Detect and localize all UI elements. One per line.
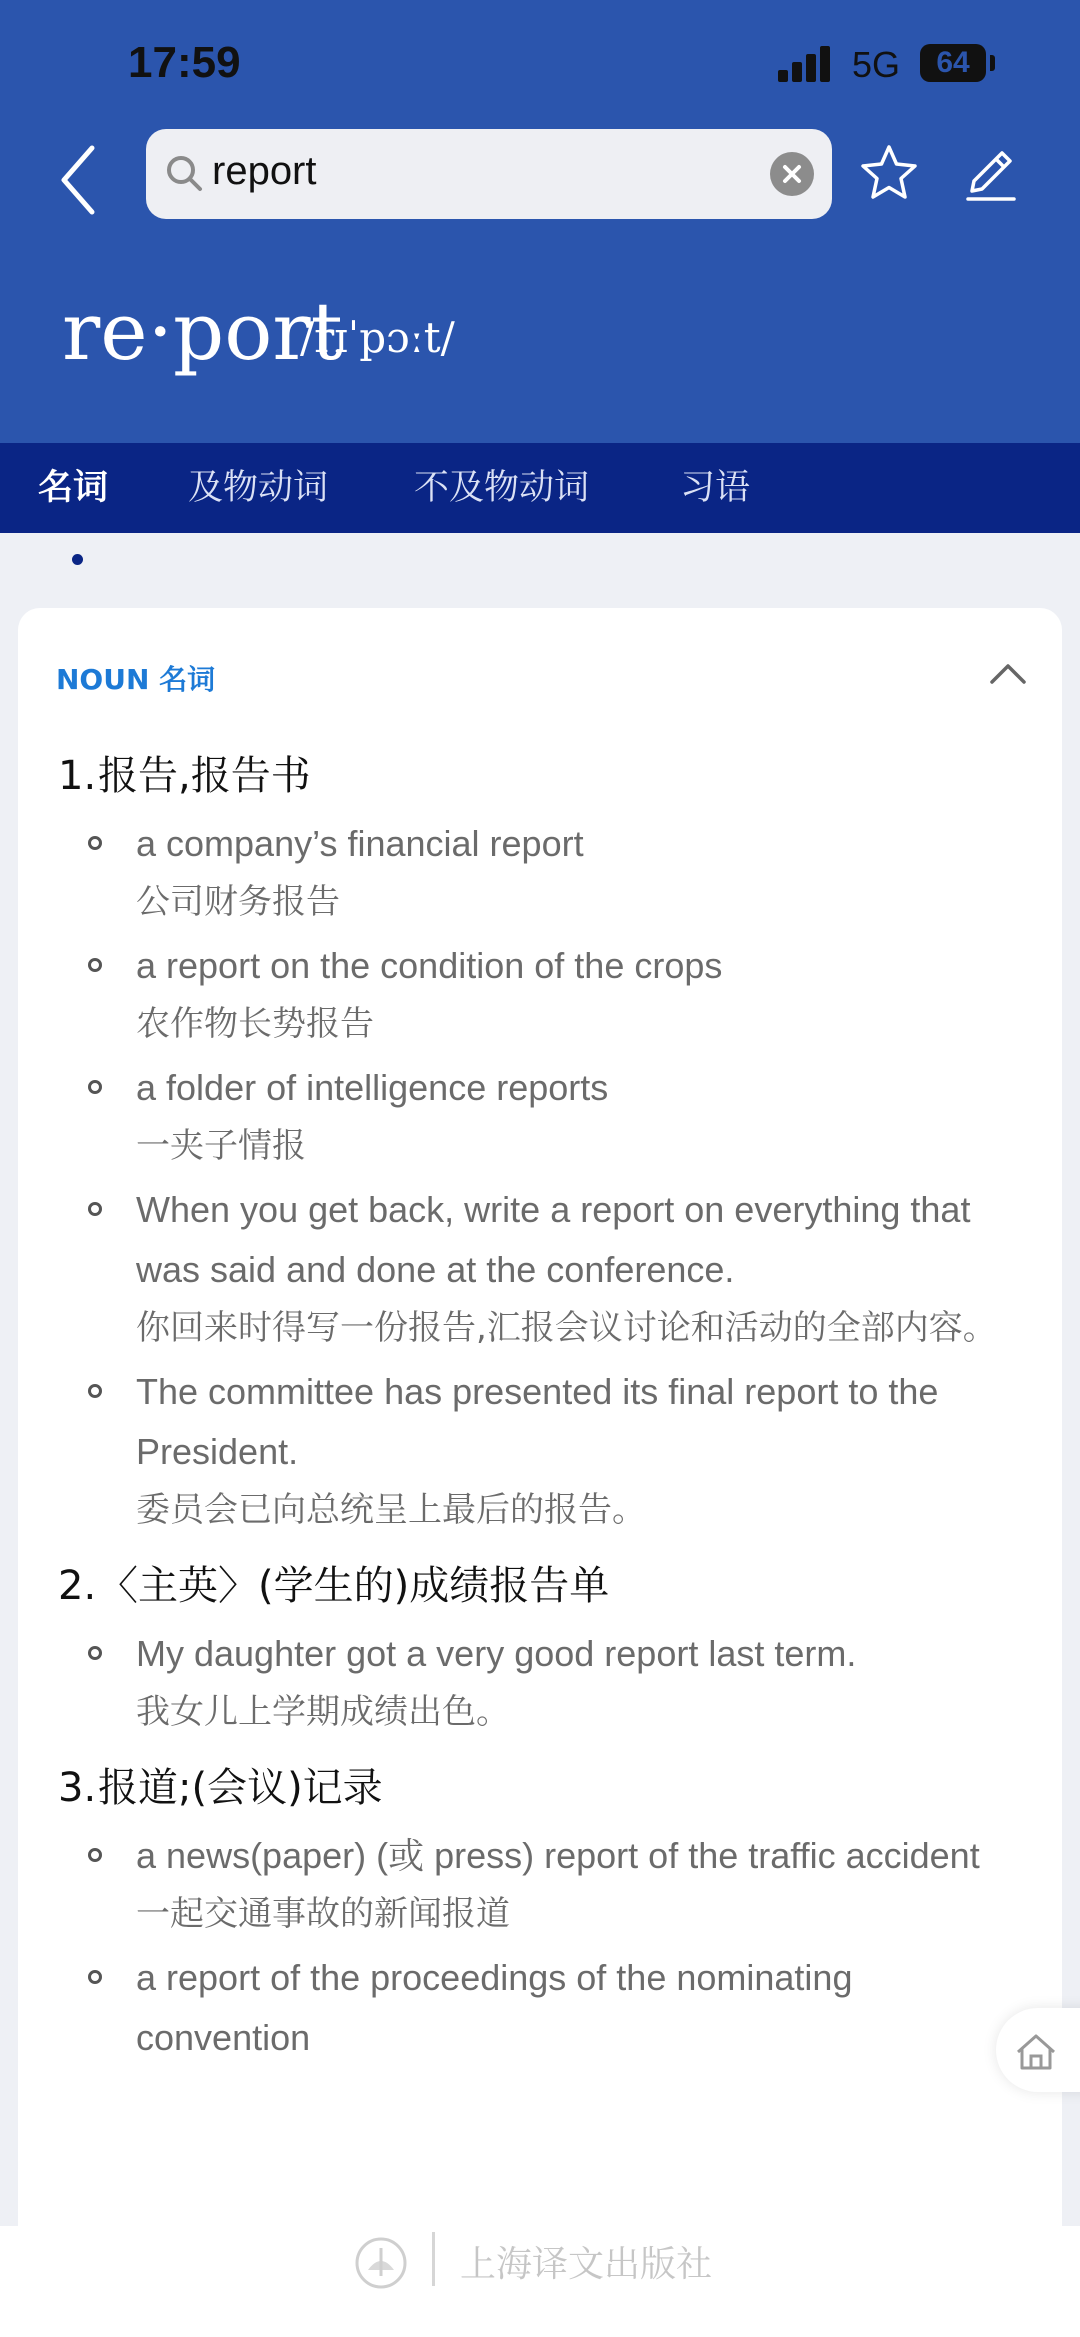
- battery-tip: [990, 55, 995, 71]
- sense: [18, 1758, 1062, 2068]
- clear-button[interactable]: [770, 152, 814, 196]
- sense-meaning: 报告,报告书: [98, 753, 311, 799]
- example-en: a report on the condition of the crops: [136, 945, 723, 986]
- example-en: a report of the proceedings of the nominating convention: [136, 1957, 853, 2058]
- home-icon: [996, 2008, 1066, 2092]
- bullet-icon: [88, 1080, 102, 1094]
- signal-icon: [778, 46, 838, 82]
- definition-list: [18, 746, 1062, 2086]
- example-zh: 一起交通事故的新闻报道: [136, 1894, 510, 1934]
- footer-divider: [432, 2232, 435, 2286]
- search-input[interactable]: [146, 129, 832, 219]
- bullet-icon: [88, 1384, 102, 1398]
- tab-intransitive-verb[interactable]: 不及物动词: [414, 468, 590, 508]
- bullet-icon: [88, 1848, 102, 1862]
- sense-title: [58, 746, 1062, 806]
- tab-idioms[interactable]: 习语: [680, 468, 751, 508]
- phonetic: /rɪˈpɔːt/: [300, 313, 455, 362]
- bullet-icon: [88, 958, 102, 972]
- example: [58, 1948, 1062, 2068]
- sense-number: 1.: [58, 753, 97, 799]
- pos-label: NOUN 名词: [56, 663, 216, 696]
- sense-number: 2.: [58, 1563, 97, 1609]
- clear-icon: [770, 152, 814, 196]
- publisher-name: 上海译文出版社: [460, 2244, 713, 2285]
- search-icon: [160, 149, 210, 199]
- tab-noun[interactable]: 名词: [38, 468, 109, 508]
- headword: re·port: [62, 285, 343, 378]
- sense-meaning: 报道;(会议)记录: [98, 1765, 383, 1811]
- definition-card: [18, 608, 1062, 2337]
- bullet-icon: [88, 1646, 102, 1660]
- bullet-icon: [88, 836, 102, 850]
- example-en: The committee has presented its final report to the President.: [136, 1371, 939, 1472]
- edit-button[interactable]: [958, 141, 1022, 205]
- example: [58, 1362, 1062, 1538]
- tab-transitive-verb[interactable]: 及物动词: [188, 468, 329, 508]
- app-header: [0, 0, 1080, 443]
- sense-title: [58, 1758, 1062, 1818]
- home-button[interactable]: [996, 2008, 1080, 2092]
- active-tab-indicator: [72, 554, 83, 565]
- publisher-logo-icon: [354, 2236, 408, 2290]
- bullet-icon: [88, 1202, 102, 1216]
- star-icon: [857, 141, 921, 205]
- status-time: 17:59: [128, 38, 241, 87]
- example-zh: 一夹子情报: [136, 1126, 306, 1166]
- collapse-button[interactable]: [988, 658, 1028, 688]
- battery-icon: 64: [920, 44, 986, 82]
- example: [58, 1624, 1062, 1740]
- sense: [18, 746, 1062, 1538]
- example: [58, 814, 1062, 930]
- back-button[interactable]: [52, 140, 112, 220]
- example-zh: 农作物长势报告: [136, 1004, 374, 1044]
- example-en: a folder of intelligence reports: [136, 1067, 609, 1108]
- example-en: a company’s financial report: [136, 823, 584, 864]
- sense: [18, 1556, 1062, 1740]
- example-en: When you get back, write a report on everything that was said and done at the conference.: [136, 1189, 971, 1290]
- sense-title: [58, 1556, 1062, 1616]
- example-zh: 你回来时得写一份报告,汇报会议讨论和活动的全部内容。: [136, 1308, 997, 1348]
- example: [58, 1180, 1062, 1356]
- search-query[interactable]: report: [212, 149, 317, 193]
- example: [58, 1826, 1062, 1942]
- chevron-up-icon: [988, 658, 1028, 688]
- example: [58, 1058, 1062, 1174]
- network-type: 5G: [852, 44, 901, 85]
- example-en: My daughter got a very good report last term.: [136, 1633, 857, 1674]
- example: [58, 936, 1062, 1052]
- favorite-button[interactable]: [857, 141, 921, 205]
- example-zh: 委员会已向总统呈上最后的报告。: [136, 1490, 646, 1530]
- example-zh: 公司财务报告: [136, 882, 340, 922]
- edit-icon: [958, 141, 1022, 205]
- sense-meaning: 〈主英〉(学生的)成绩报告单: [98, 1563, 610, 1609]
- example-zh: 我女儿上学期成绩出色。: [136, 1692, 510, 1732]
- back-icon: [52, 140, 112, 220]
- example-en: a news(paper) (或 press) report of the traffic accident: [136, 1835, 980, 1876]
- sense-number: 3.: [58, 1765, 97, 1811]
- bullet-icon: [88, 1970, 102, 1984]
- part-of-speech-tabs: [0, 443, 1080, 533]
